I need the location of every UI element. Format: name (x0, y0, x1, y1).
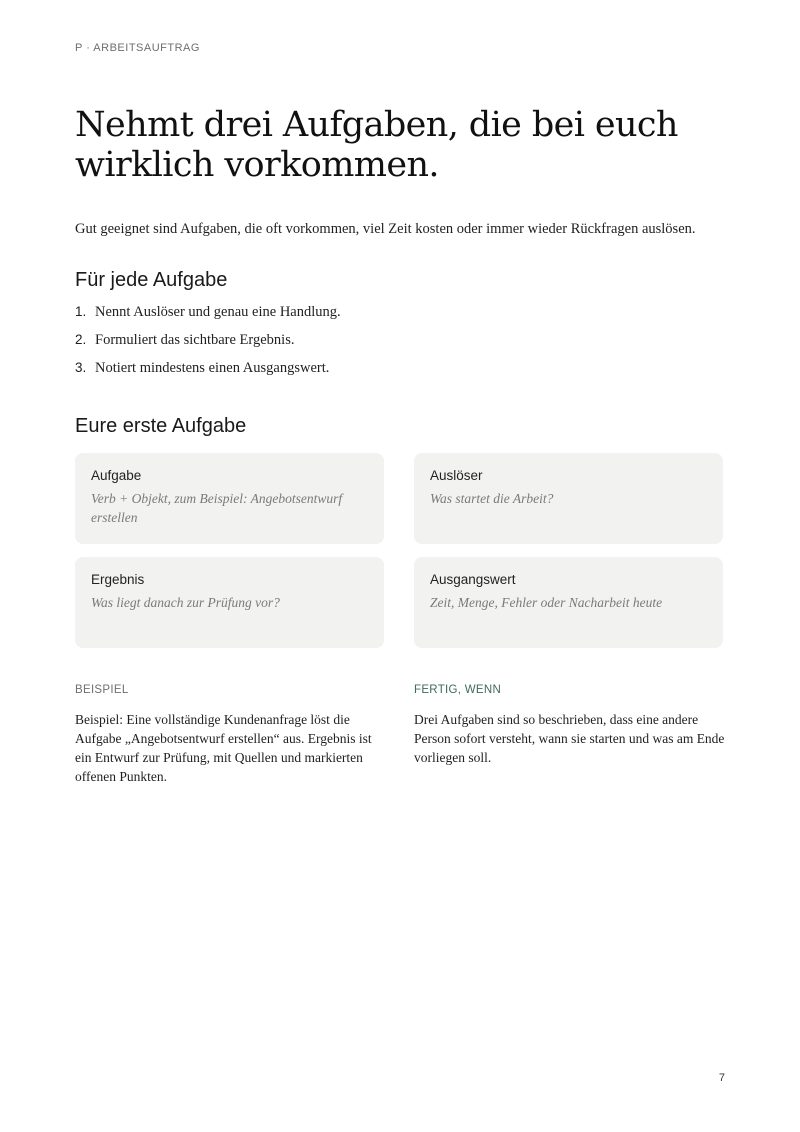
intro-text: Gut geeignet sind Aufgaben, die oft vorkommen, viel Zeit kosten oder immer wieder Rückfragen auslösen. (75, 221, 696, 237)
list-item-text: Notiert mindestens einen Ausgangswert. (95, 360, 330, 376)
done-when-text: Drei Aufgaben sind so beschrieben, dass eine andere Person sofort versteht, wann sie starten und was am Ende vorliegen soll. (414, 712, 725, 765)
first-task-heading: Eure erste Aufgabe (75, 415, 247, 437)
card-placeholder: Zeit, Menge, Fehler oder Nacharbeit heute (430, 595, 663, 610)
example-text: Beispiel: Eine vollständige Kundenanfrage löst die Aufgabe „Angebotsentwurf erstellen“ aus. Ergebnis ist ein Entwurf zur Prüfung, mit Quellen und markierten offenen Punkten. (75, 712, 372, 784)
list-item (75, 302, 725, 330)
list-item-text: Formuliert das sichtbare Ergebnis. (95, 332, 295, 348)
page-number: 7 (718, 1072, 725, 1084)
result-field-card[interactable] (75, 557, 384, 648)
baseline-field-card[interactable] (414, 557, 723, 648)
list-item (75, 358, 725, 386)
card-placeholder: Verb + Objekt, zum Beispiel: Angebotsentwurf erstellen (91, 491, 343, 525)
steps-list (75, 302, 725, 386)
card-label: Auslöser (430, 468, 483, 483)
example-label: BEISPIEL (75, 684, 129, 696)
done-when-label: FERTIG, WENN (414, 684, 502, 696)
card-placeholder: Was liegt danach zur Prüfung vor? (91, 595, 280, 610)
card-label: Ausgangswert (430, 572, 516, 587)
list-number: 1. (75, 304, 87, 319)
section-eyebrow: P · ARBEITSAUFTRAG (75, 42, 200, 54)
trigger-field-card[interactable] (414, 453, 723, 544)
page-title: Nehmt drei Aufgaben, die bei euch wirklich vorkommen. (75, 105, 678, 185)
list-number: 3. (75, 360, 87, 375)
list-number: 2. (75, 332, 87, 347)
task-field-card[interactable] (75, 453, 384, 544)
card-label: Aufgabe (91, 468, 142, 483)
card-label: Ergebnis (91, 572, 145, 587)
card-placeholder: Was startet die Arbeit? (430, 491, 554, 506)
list-item-text: Nennt Auslöser und genau eine Handlung. (95, 304, 341, 320)
list-item (75, 330, 725, 358)
tasks-heading: Für jede Aufgabe (75, 269, 228, 291)
page (75, 0, 725, 1132)
